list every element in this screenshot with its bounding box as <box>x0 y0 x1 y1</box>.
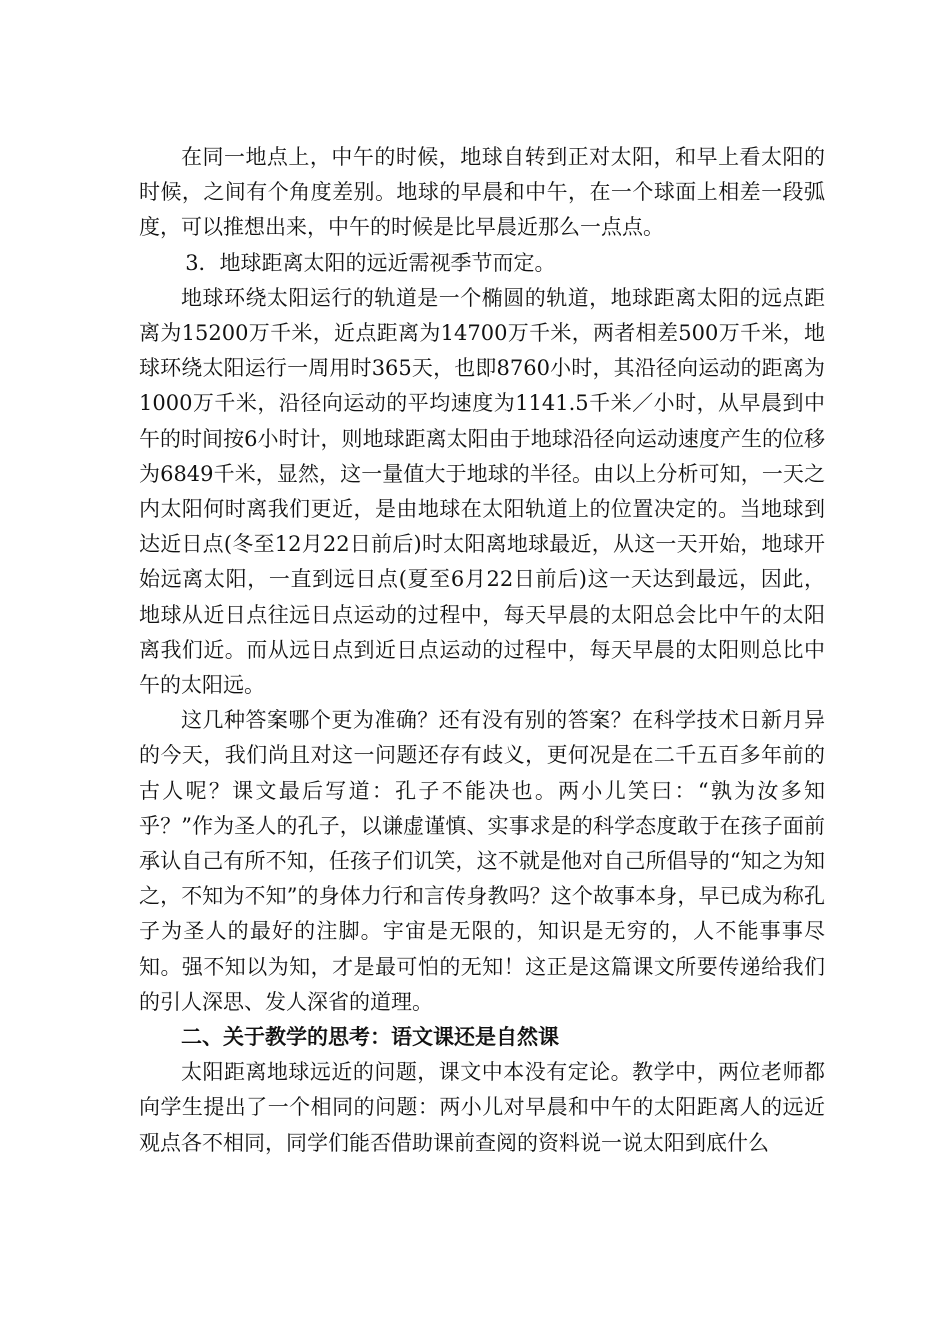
paragraph-teaching: 太阳距离地球远近的问题，课文中本没有定论。教学中，两位老师都向学生提出了一个相同的问题：两小儿对早晨和中午的太阳距离人的远近观点各不相同，同学们能否借助课前查阅的资料说一说太阳到底什么 <box>139 1060 825 1155</box>
paragraph-conclusion: 这几种答案哪个更为准确？还有没有别的答案？在科学技术日新月异的今天，我们尚且对这一问题还存有歧义，更何况是在二千五百多年前的古人呢？课文最后写道：孔子不能决也。两小儿笑曰：“孰为汝多知乎？”作为圣人的孔子，以谦虚谨慎、实事求是的科学态度敢于在孩子面前承认自己有所不知，任孩子们讥笑，这不就是他对自己所倡导的“知之为知之，不知为不知”的身体力行和言传身教吗？这个故事本身，早已成为称孔子为圣人的最好的注脚。宇宙是无限的，知识是无穷的，人不能事事尽知。强不知以为知，才是最可怕的无知！这正是这篇课文所要传递给我们的引人深思、发人深省的道理。 <box>139 708 825 1014</box>
section-heading-teaching: 二、关于教学的思考：语文课还是自然课 <box>181 1025 559 1050</box>
point-3-heading: 3．地球距离太阳的远近需视季节而定。 <box>185 250 556 275</box>
paragraph-noon-angle: 在同一地点上，中午的时候，地球自转到正对太阳，和早上看太阳的时候，之间有个角度差别。地球的早晨和中午，在一个球面上相差一段弧度，可以推想出来，中午的时候是比早晨近那么一点点。 <box>139 145 825 240</box>
paragraph-orbit-analysis: 地球环绕太阳运行的轨道是一个椭圆的轨道，地球距离太阳的远点距离为15200万千米，近点距离为14700万千米，两者相差500万千米，地球环绕太阳运行一周用时365天，也即8760小时，其沿径向运动的距离为1000万千米，沿径向运动的平均速度为1141.5千米／小时，从早晨到中午的时间按6小时计，则地球距离太阳由于地球沿径向运动速度产生的位移为6849千米，显然，这一量值大于地球的半径。由以上分析可知，一天之内太阳何时离我们更近，是由地球在太阳轨道上的位置决定的。当地球到达近日点(冬至12月22日前后)时太阳离地球最近，从这一天开始，地球开始远离太阳，一直到远日点(夏至6月22日前后)这一天达到最远，因此，地球从近日点往远日点运动的过程中，每天早晨的太阳总会比中午的太阳离我们近。而从远日点到近日点运动的过程中，每天早晨的太阳则总比中午的太阳远。 <box>139 285 825 698</box>
body-text <box>139 140 825 1161</box>
